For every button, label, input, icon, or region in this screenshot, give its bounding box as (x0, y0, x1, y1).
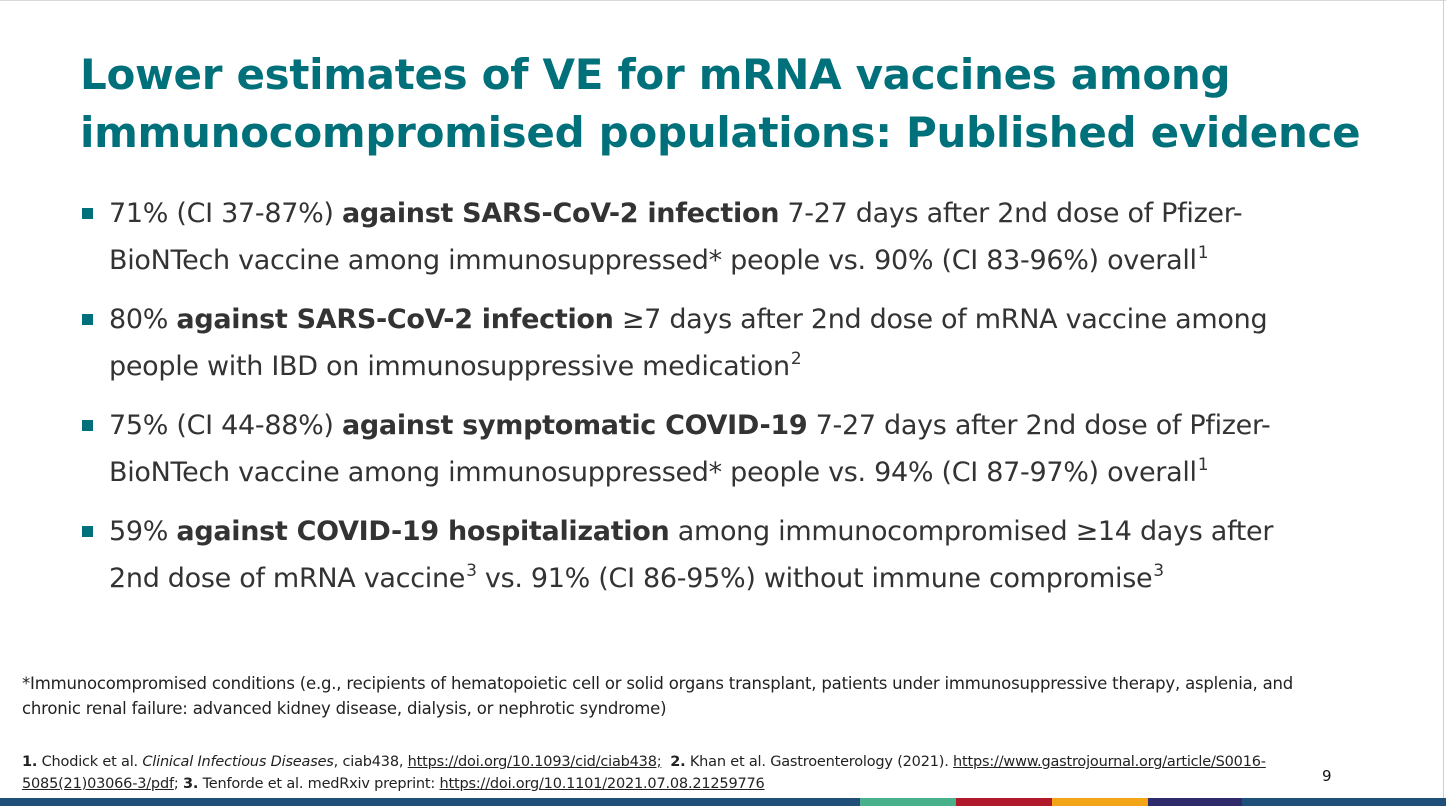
reference-text: ; (173, 776, 183, 792)
bullet-text: 7-27 days after 2nd dose of Pfizer- (779, 198, 1243, 229)
square-bullet-icon (82, 420, 93, 431)
bullet-text: BioNTech vaccine among immunosuppressed* people vs. 94% (CI 87-97%) overall (109, 457, 1197, 488)
bullet-item-4 (80, 508, 1410, 602)
citation-superscript: 2 (790, 349, 802, 369)
footnote-line-1: *Immunocompromised conditions (e.g., recipients of hematopoietic cell or solid organs transplant, patients under immunosuppressive therapy, asplenia, and (22, 674, 1294, 693)
footnote-line-2: chronic renal failure: advanced kidney disease, dialysis, or nephrotic syndrome) (22, 699, 667, 718)
bullet-emphasis: against symptomatic COVID-19 (341, 410, 808, 441)
reference-number: 1. (22, 754, 38, 770)
reference-number: 2. (670, 754, 686, 770)
slide-title (80, 46, 1420, 162)
citation-superscript: 1 (1197, 455, 1209, 475)
bullet-text: BioNTech vaccine among immunosuppressed* people vs. 90% (CI 83-96%) overall (109, 245, 1197, 276)
bottom-bar-segment (1242, 798, 1446, 806)
bullet-line (109, 237, 1410, 284)
bullet-text: vs. 91% (CI 86-95%) without immune compromise (476, 563, 1153, 594)
bullet-line (109, 190, 1410, 237)
bottom-color-bar (0, 798, 1446, 806)
bullet-line (109, 402, 1410, 449)
bullet-item-2 (80, 296, 1410, 390)
bottom-bar-segment (1148, 798, 1242, 806)
reference-link-3[interactable]: https://doi.org/10.1101/2021.07.08.21259776 (439, 776, 765, 792)
reference-number: 3. (182, 776, 199, 792)
reference-text: Khan et al. Gastroenterology (2021). (685, 754, 954, 770)
square-bullet-icon (82, 526, 93, 537)
bullet-text: 75% (CI 44-88%) (109, 410, 342, 441)
bullet-emphasis: against SARS-CoV-2 infection (176, 304, 614, 335)
citation-superscript: 1 (1197, 243, 1209, 263)
bullet-emphasis: against COVID-19 hospitalization (176, 516, 670, 547)
footnote (22, 671, 1422, 721)
bullet-line (109, 449, 1410, 496)
bottom-bar-segment (860, 798, 956, 806)
reference-link-2[interactable]: https://www.gastrojournal.org/article/S0016- (953, 754, 1266, 770)
bullet-text: 2nd dose of mRNA vaccine (109, 563, 466, 594)
bullet-text: people with IBD on immunosuppressive medication (109, 351, 790, 382)
reference-journal: Clinical Infectious Diseases (142, 754, 334, 770)
citation-superscript: 3 (466, 561, 477, 581)
bullet-text: 71% (CI 37-87%) (109, 198, 342, 229)
page-number: 9 (1322, 767, 1332, 785)
square-bullet-icon (82, 208, 93, 219)
bullet-text: 7-27 days after 2nd dose of Pfizer- (807, 410, 1271, 441)
bottom-bar-segment (1052, 798, 1148, 806)
bullet-item-1 (80, 190, 1410, 284)
square-bullet-icon (82, 314, 93, 325)
bullet-text: among immunocompromised ≥14 days after (669, 516, 1274, 547)
reference-link-1[interactable]: https://doi.org/10.1093/cid/ciab438; (407, 754, 662, 770)
reference-text: Chodick et al. (37, 754, 143, 770)
bullet-item-3 (80, 402, 1410, 496)
bullet-line (109, 343, 1410, 390)
bullet-text: 80% (109, 304, 177, 335)
reference-link-2-continued[interactable]: 5085(21)03066-3/pdf (22, 776, 174, 792)
top-divider (0, 0, 1446, 1)
reference-text: Tenforde et al. medRxiv preprint: (198, 776, 440, 792)
bullet-text: ≥7 days after 2nd dose of mRNA vaccine among (613, 304, 1268, 335)
right-divider (1443, 0, 1444, 798)
bottom-bar-segment (956, 798, 1052, 806)
references (22, 751, 1342, 795)
bullet-list (80, 190, 1410, 602)
slide-title-line-2: immunocompromised populations: Published evidence (80, 108, 1361, 157)
bullet-line (109, 508, 1410, 555)
references-line-2 (22, 773, 1342, 795)
bullet-text: 59% (109, 516, 177, 547)
reference-text: , ciab438, (333, 754, 408, 770)
bottom-bar-segment (0, 798, 860, 806)
bullet-emphasis: against SARS-CoV-2 infection (341, 198, 780, 229)
bullet-line (109, 296, 1410, 343)
slide-title-line-1: Lower estimates of VE for mRNA vaccines among (80, 50, 1231, 99)
citation-superscript: 3 (1153, 561, 1164, 581)
bullet-line (109, 555, 1410, 602)
references-line-1 (22, 751, 1342, 773)
